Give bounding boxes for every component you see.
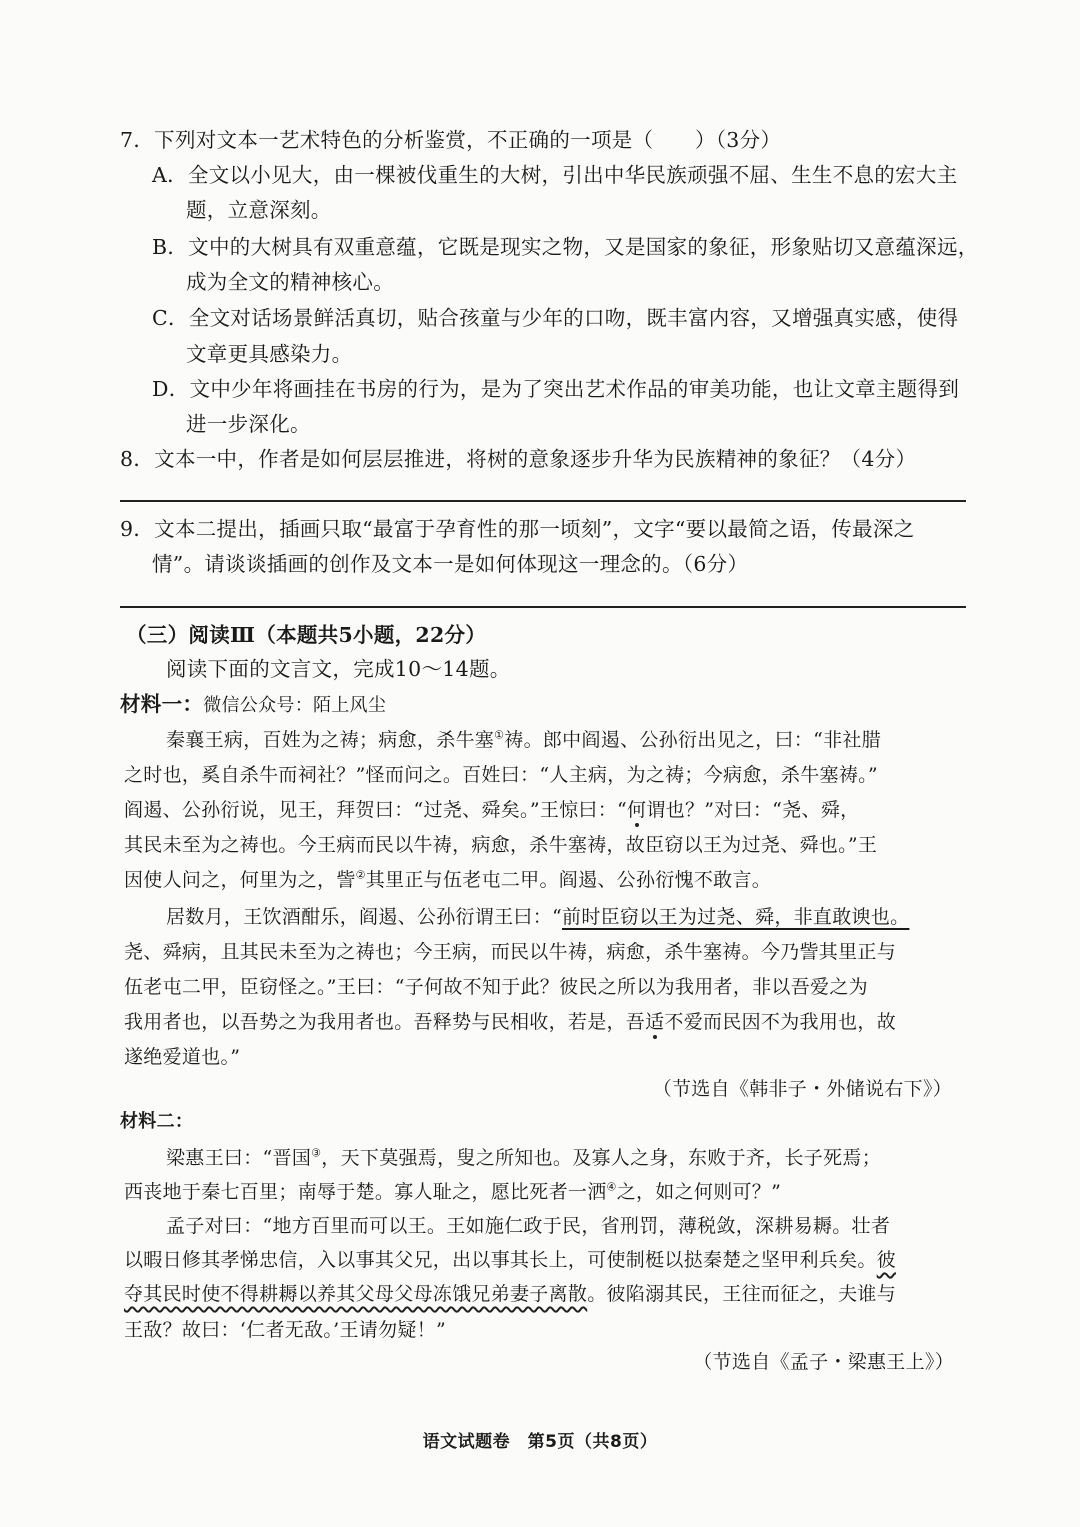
question-9-line1: 9．文本二提出，插画只取“最富于孕育性的那一顷刻”，文字“要以最简之语，传最深之 bbox=[120, 517, 915, 541]
m1-para2-line-4a: 我用者也，以吾势之为我用者也。吾释势与民相收，若是，吾 bbox=[124, 1011, 646, 1033]
material-1-source: （节选自《韩非子・外储说右下》） bbox=[652, 1078, 952, 1100]
q7-option-c-line1: C．全文对话场景鲜活真切，贴合孩童与少年的口吻，既丰富内容，又增强真实感，使得 bbox=[152, 306, 959, 330]
m1-line-3a: 阎遏、公孙衍说，见王，拜贺曰：“过尧、舜矣。”王惊曰：“ bbox=[124, 799, 628, 821]
m1-para2-line-5: 遂绝爱道也。” bbox=[124, 1046, 241, 1068]
m1-line-4: 其民未至为之祷也。今王病而民以牛祷，病愈，杀牛塞祷，故臣窃以王为过尧、舜也。”王 bbox=[124, 834, 878, 856]
footnote-marker-4: ④ bbox=[606, 1180, 617, 1194]
m1-line-5b: 其里正与伍老屯二甲。阎遏、公孙衍愧不敢言。 bbox=[365, 869, 772, 891]
m1-line-2: 之时也，奚自杀牛而祠社？”怪而问之。百姓曰：“人主病，为之祷；今病愈，杀牛塞祷。” bbox=[124, 764, 878, 786]
material-1-header bbox=[120, 690, 386, 720]
footnote-marker-3: ③ bbox=[311, 1146, 322, 1160]
m2-line-2a: 西丧地于秦七百里；南辱于楚。寡人耻之，愿比死者一洒 bbox=[124, 1181, 607, 1203]
m2-line-3: 孟子对曰：“地方百里而可以王。王如施仁政于民，省刑罚，薄税敛，深耕易耨。壮者 bbox=[166, 1215, 891, 1237]
m1-line-3 bbox=[124, 796, 859, 824]
wavy-underline-start: 彼 bbox=[876, 1249, 897, 1271]
m1-para2-line-1 bbox=[166, 903, 909, 931]
answer-line-q8 bbox=[120, 500, 966, 502]
section-3-instruction: 阅读下面的文言文，完成10～14题。 bbox=[166, 657, 511, 681]
q7-option-c-line2: 文章更具感染力。 bbox=[186, 342, 353, 366]
wavy-underlined-sentence: 夺其民时使不得耕耨以养其父母父母冻饿兄弟妻子离散 bbox=[124, 1283, 588, 1305]
m1-line-5 bbox=[124, 866, 771, 894]
m1-line-1a: 秦襄王病，百姓为之祷；病愈，杀牛塞 bbox=[166, 729, 495, 751]
question-9-line2: 情”。请谈谈插画的创作及文本一是如何体现这一理念的。（6分） bbox=[152, 552, 749, 576]
m2-line-2 bbox=[124, 1178, 781, 1206]
m2-line-6: 王敌？故曰：‘仁者无敌。’王请勿疑！” bbox=[124, 1319, 446, 1341]
q7-option-b-line1: B．文中的大树具有双重意蕴，它既是现实之物，又是国家的象征，形象贴切又意蕴深远， bbox=[152, 235, 979, 259]
q7-option-a-line1: A．全文以小见大，由一棵被伐重生的大树，引出中华民族顽强不屈、生生不息的宏大主 bbox=[152, 163, 958, 187]
m1-line-1b: 祷。郎中阎遏、公孙衍出见之，曰：“非社腊 bbox=[504, 729, 881, 751]
material-2-label: 材料二： bbox=[120, 1111, 194, 1132]
q7-option-d-line1: D．文中少年将画挂在书房的行为，是为了突出艺术作品的审美功能，也让文章主题得到 bbox=[152, 377, 960, 401]
section-3-title: （三）阅读Ⅲ（本题共5小题，22分） bbox=[126, 623, 487, 647]
q7-option-a-line2: 题，立意深刻。 bbox=[186, 198, 332, 222]
m1-line-3b: 谓也？”对曰：“尧、舜， bbox=[646, 799, 860, 821]
m2-line-1a: 梁惠王曰：“晋国 bbox=[166, 1147, 312, 1169]
m1-para2-line-4b: 不爱而民因不为我用也，故 bbox=[664, 1011, 897, 1033]
m2-line-1 bbox=[166, 1144, 881, 1172]
m2-line-5b: 。彼陷溺其民，王往而征之，夫谁与 bbox=[587, 1283, 897, 1305]
question-8-stem: 8．文本一中，作者是如何层层推进，将树的意象逐步升华为民族精神的象征？（4分） bbox=[120, 447, 917, 471]
m1-line-5a: 因使人问之，何里为之，訾 bbox=[124, 869, 356, 891]
m2-line-1b: ，天下莫强焉，叟之所知也。及寡人之身，东败于齐，长子死焉； bbox=[321, 1147, 881, 1169]
m2-line-2b: 之，如之何则可？” bbox=[616, 1181, 782, 1203]
m1-para2-line-1a: 居数月，王饮酒酣乐，阎遏、公孙衍谓王曰：“ bbox=[166, 906, 563, 928]
material-1-source-tag: 微信公众号：陌上风尘 bbox=[203, 695, 387, 716]
dotted-char-shi: 适 bbox=[645, 1011, 665, 1033]
m1-line-1 bbox=[166, 726, 881, 754]
m2-line-4a: 以暇日修其孝悌忠信，入以事其父兄，出以事其长上，可使制梃以挞秦楚之坚甲利兵矣。 bbox=[124, 1249, 877, 1271]
material-2-source: （节选自《孟子・梁惠王上》） bbox=[693, 1351, 954, 1373]
page-footer: 语文试题卷 第5页（共8页） bbox=[422, 1432, 658, 1452]
m1-para2-line-2: 尧、舜病，且其民未至为之祷也；今王病，而民以牛祷，病愈，杀牛塞祷。今乃訾其里正与 bbox=[124, 941, 897, 963]
underlined-sentence-1: 前时臣窃以王为过尧、舜，非直敢谀也。 bbox=[562, 906, 910, 928]
footnote-marker-1: ① bbox=[494, 728, 505, 742]
dotted-char-he: 何 bbox=[627, 799, 647, 821]
m2-line-5 bbox=[124, 1280, 896, 1308]
answer-line-q9 bbox=[120, 606, 966, 608]
q7-option-b-line2: 成为全文的精神核心。 bbox=[186, 270, 394, 294]
q7-option-d-line2: 进一步深化。 bbox=[186, 412, 311, 436]
footnote-marker-2: ② bbox=[355, 868, 366, 882]
m1-para2-line-4 bbox=[124, 1008, 896, 1036]
m2-line-4 bbox=[124, 1246, 896, 1274]
question-7-stem: 7．下列对文本一艺术特色的分析鉴赏，不正确的一项是（ ）（3分） bbox=[120, 128, 782, 152]
material-1-label: 材料一： bbox=[120, 692, 204, 716]
m1-para2-line-3: 伍老屯二甲，臣窃怪之。”王曰：“子何故不知于此？彼民之所以为我用者，非以吾爱之为 bbox=[124, 976, 868, 998]
